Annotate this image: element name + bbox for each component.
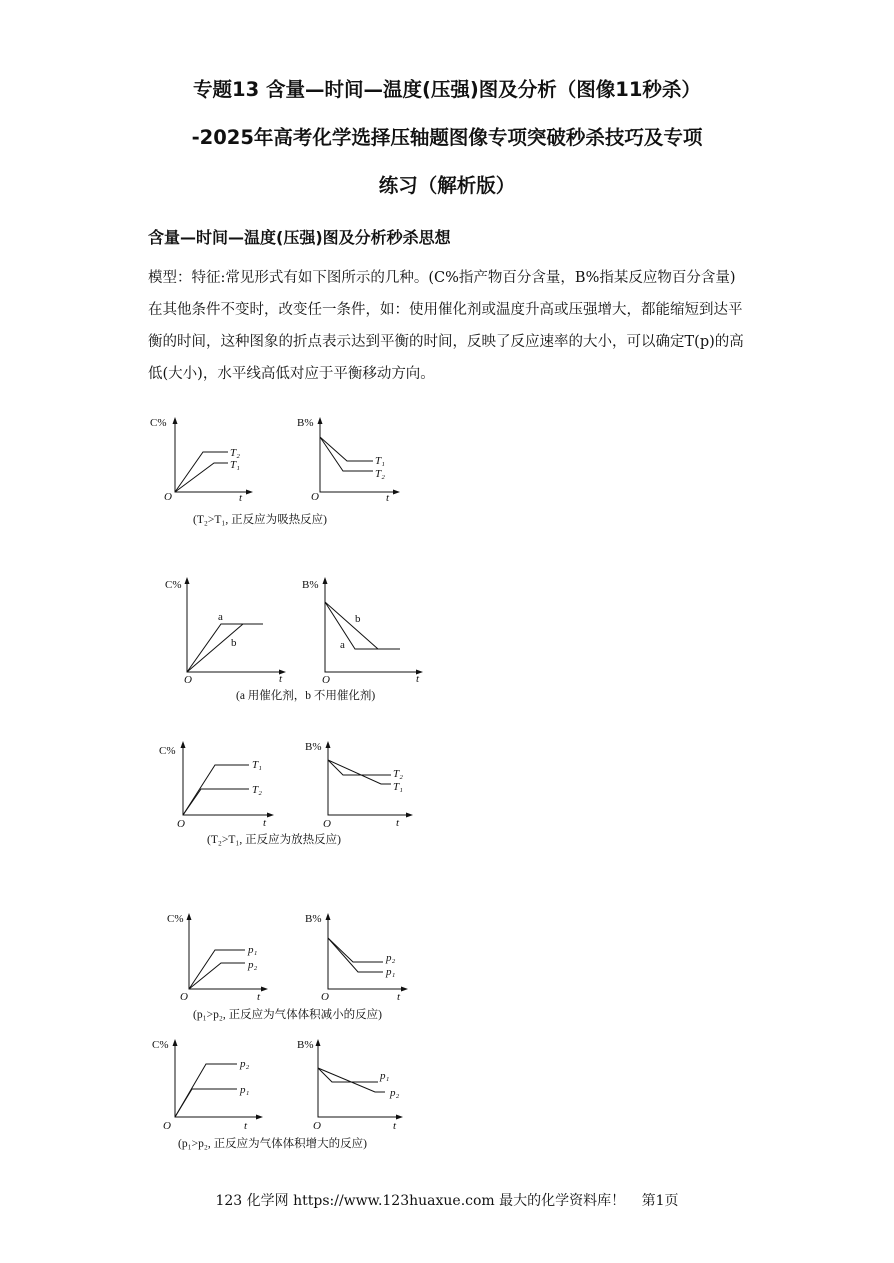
axes <box>325 582 418 672</box>
x-axis-label: t <box>244 1120 248 1132</box>
figure-4-caption: (p₁>p₂, 正反应为气体体积减小的反应) <box>193 1009 382 1021</box>
origin-label: O <box>163 1120 171 1132</box>
curve-upper <box>183 765 249 815</box>
curve-label: p₁ <box>240 1084 250 1096</box>
x-axis-label: t <box>386 492 390 504</box>
y-axis-label: B% <box>305 741 322 753</box>
page-number: 第1页 <box>641 1193 679 1209</box>
y-axis-label: B% <box>305 913 322 925</box>
curve-label: p₂ <box>240 1058 250 1070</box>
curve-label: a <box>340 639 345 651</box>
curve-label: a <box>218 611 223 623</box>
curve-label: T₂ <box>252 784 262 796</box>
curve-fast <box>318 1068 378 1082</box>
curve-upper <box>328 938 383 962</box>
curve-label: p₁ <box>386 966 396 978</box>
curve-label: b <box>355 613 361 625</box>
section-heading: 含量—时间—温度(压强)图及分析秒杀思想 <box>148 228 451 247</box>
curve-label: T₁ <box>230 459 240 471</box>
curve-slow <box>318 1068 385 1092</box>
figure-1-caption: (T₂>T₁, 正反应为吸热反应) <box>193 514 327 526</box>
figure-5-caption: (p₁>p₂, 正反应为气体体积增大的反应) <box>178 1138 367 1150</box>
x-axis-label: t <box>257 991 261 1003</box>
curve-label: T₂ <box>375 468 385 480</box>
curve-a <box>187 624 263 672</box>
page-title-line-1: 专题13 含量—时间—温度(压强)图及分析（图像11秒杀） <box>193 78 701 101</box>
origin-label: O <box>313 1120 321 1132</box>
curve-upper <box>189 950 245 989</box>
y-axis-label: B% <box>297 1039 314 1051</box>
origin-label: O <box>180 991 188 1003</box>
figure-1-right-graph <box>295 410 415 505</box>
origin-label: O <box>321 991 329 1003</box>
origin-label: O <box>322 674 330 686</box>
y-axis-label: C% <box>152 1039 169 1051</box>
curve-lower <box>183 789 249 815</box>
y-axis-label: C% <box>159 745 176 757</box>
curve-label: T₂ <box>393 768 403 780</box>
figure-2-caption: (a 用催化剂，b 不用催化剂) <box>236 690 376 702</box>
figure-3-caption: (T₂>T₁, 正反应为放热反应) <box>207 834 341 846</box>
curve-label: p₂ <box>390 1087 400 1099</box>
origin-label: O <box>311 491 319 503</box>
x-axis-label: t <box>396 817 400 829</box>
curve-lower <box>328 938 383 972</box>
page-title-line-3: 练习（解析版） <box>378 174 516 197</box>
y-axis-label: C% <box>150 417 167 429</box>
figure-2-left-graph <box>163 572 293 687</box>
x-axis-label: t <box>416 673 420 685</box>
figure-1-left-graph <box>148 410 268 505</box>
origin-label: O <box>164 491 172 503</box>
figure-3-right-graph <box>303 738 428 833</box>
y-axis-label: B% <box>297 417 314 429</box>
origin-label: O <box>177 818 185 830</box>
axes <box>175 1044 258 1117</box>
origin-label: O <box>184 674 192 686</box>
curve-b <box>325 602 400 649</box>
x-axis-label: t <box>263 817 267 829</box>
curve-lower <box>175 463 228 492</box>
figure-3-left-graph <box>157 738 282 833</box>
axes <box>183 746 269 815</box>
curve-label: p₂ <box>248 959 258 971</box>
footer-site: 123 化学网 https://www.123huaxue.com 最大的化学资料库！ <box>215 1193 626 1209</box>
y-axis-label: C% <box>165 579 182 591</box>
x-axis-label: t <box>397 991 401 1003</box>
curve-lower <box>320 437 373 471</box>
curve-label: b <box>231 637 237 649</box>
figure-4-left-graph <box>165 910 290 1005</box>
curve-label: p₂ <box>386 952 396 964</box>
page-title-line-2: -2025年高考化学选择压轴题图像专项突破秒杀技巧及专项 <box>191 126 703 149</box>
curve-slow <box>328 760 391 784</box>
curve-label: p₁ <box>248 944 258 956</box>
axes <box>187 582 281 672</box>
curve-label: p₁ <box>380 1070 390 1082</box>
figure-4-right-graph <box>303 910 428 1005</box>
model-paragraph: 模型：特征:常见形式有如下图所示的几种。(C%指产物百分含量，B%指某反应物百分含量)在其他条件不变时，改变任一条件，如：使用催化剂或温度升高或压强增大，都能缩短到达平衡的时间，这种图象的折点表示达到平衡的时间，反映了反应速率的大小，可以确定T(p)的高低(大小)，水平线高低对应于平衡移动方向。 <box>148 270 744 382</box>
curve-upper <box>175 1064 237 1117</box>
y-axis-label: B% <box>302 579 319 591</box>
x-axis-label: t <box>393 1120 397 1132</box>
page-footer <box>0 1190 894 1210</box>
origin-label: O <box>323 818 331 830</box>
curve-label: T₁ <box>375 455 385 467</box>
figure-5-left-graph <box>150 1034 275 1134</box>
curve-label: T₁ <box>393 781 403 793</box>
y-axis-label: C% <box>167 913 184 925</box>
curve-label: T₁ <box>252 759 262 771</box>
x-axis-label: t <box>279 673 283 685</box>
curve-label: T₂ <box>230 447 240 459</box>
x-axis-label: t <box>239 492 243 504</box>
curve-lower <box>175 1089 237 1117</box>
figure-2-right-graph <box>300 572 430 687</box>
curve-fast <box>328 760 391 775</box>
figure-5-right-graph <box>295 1034 420 1134</box>
